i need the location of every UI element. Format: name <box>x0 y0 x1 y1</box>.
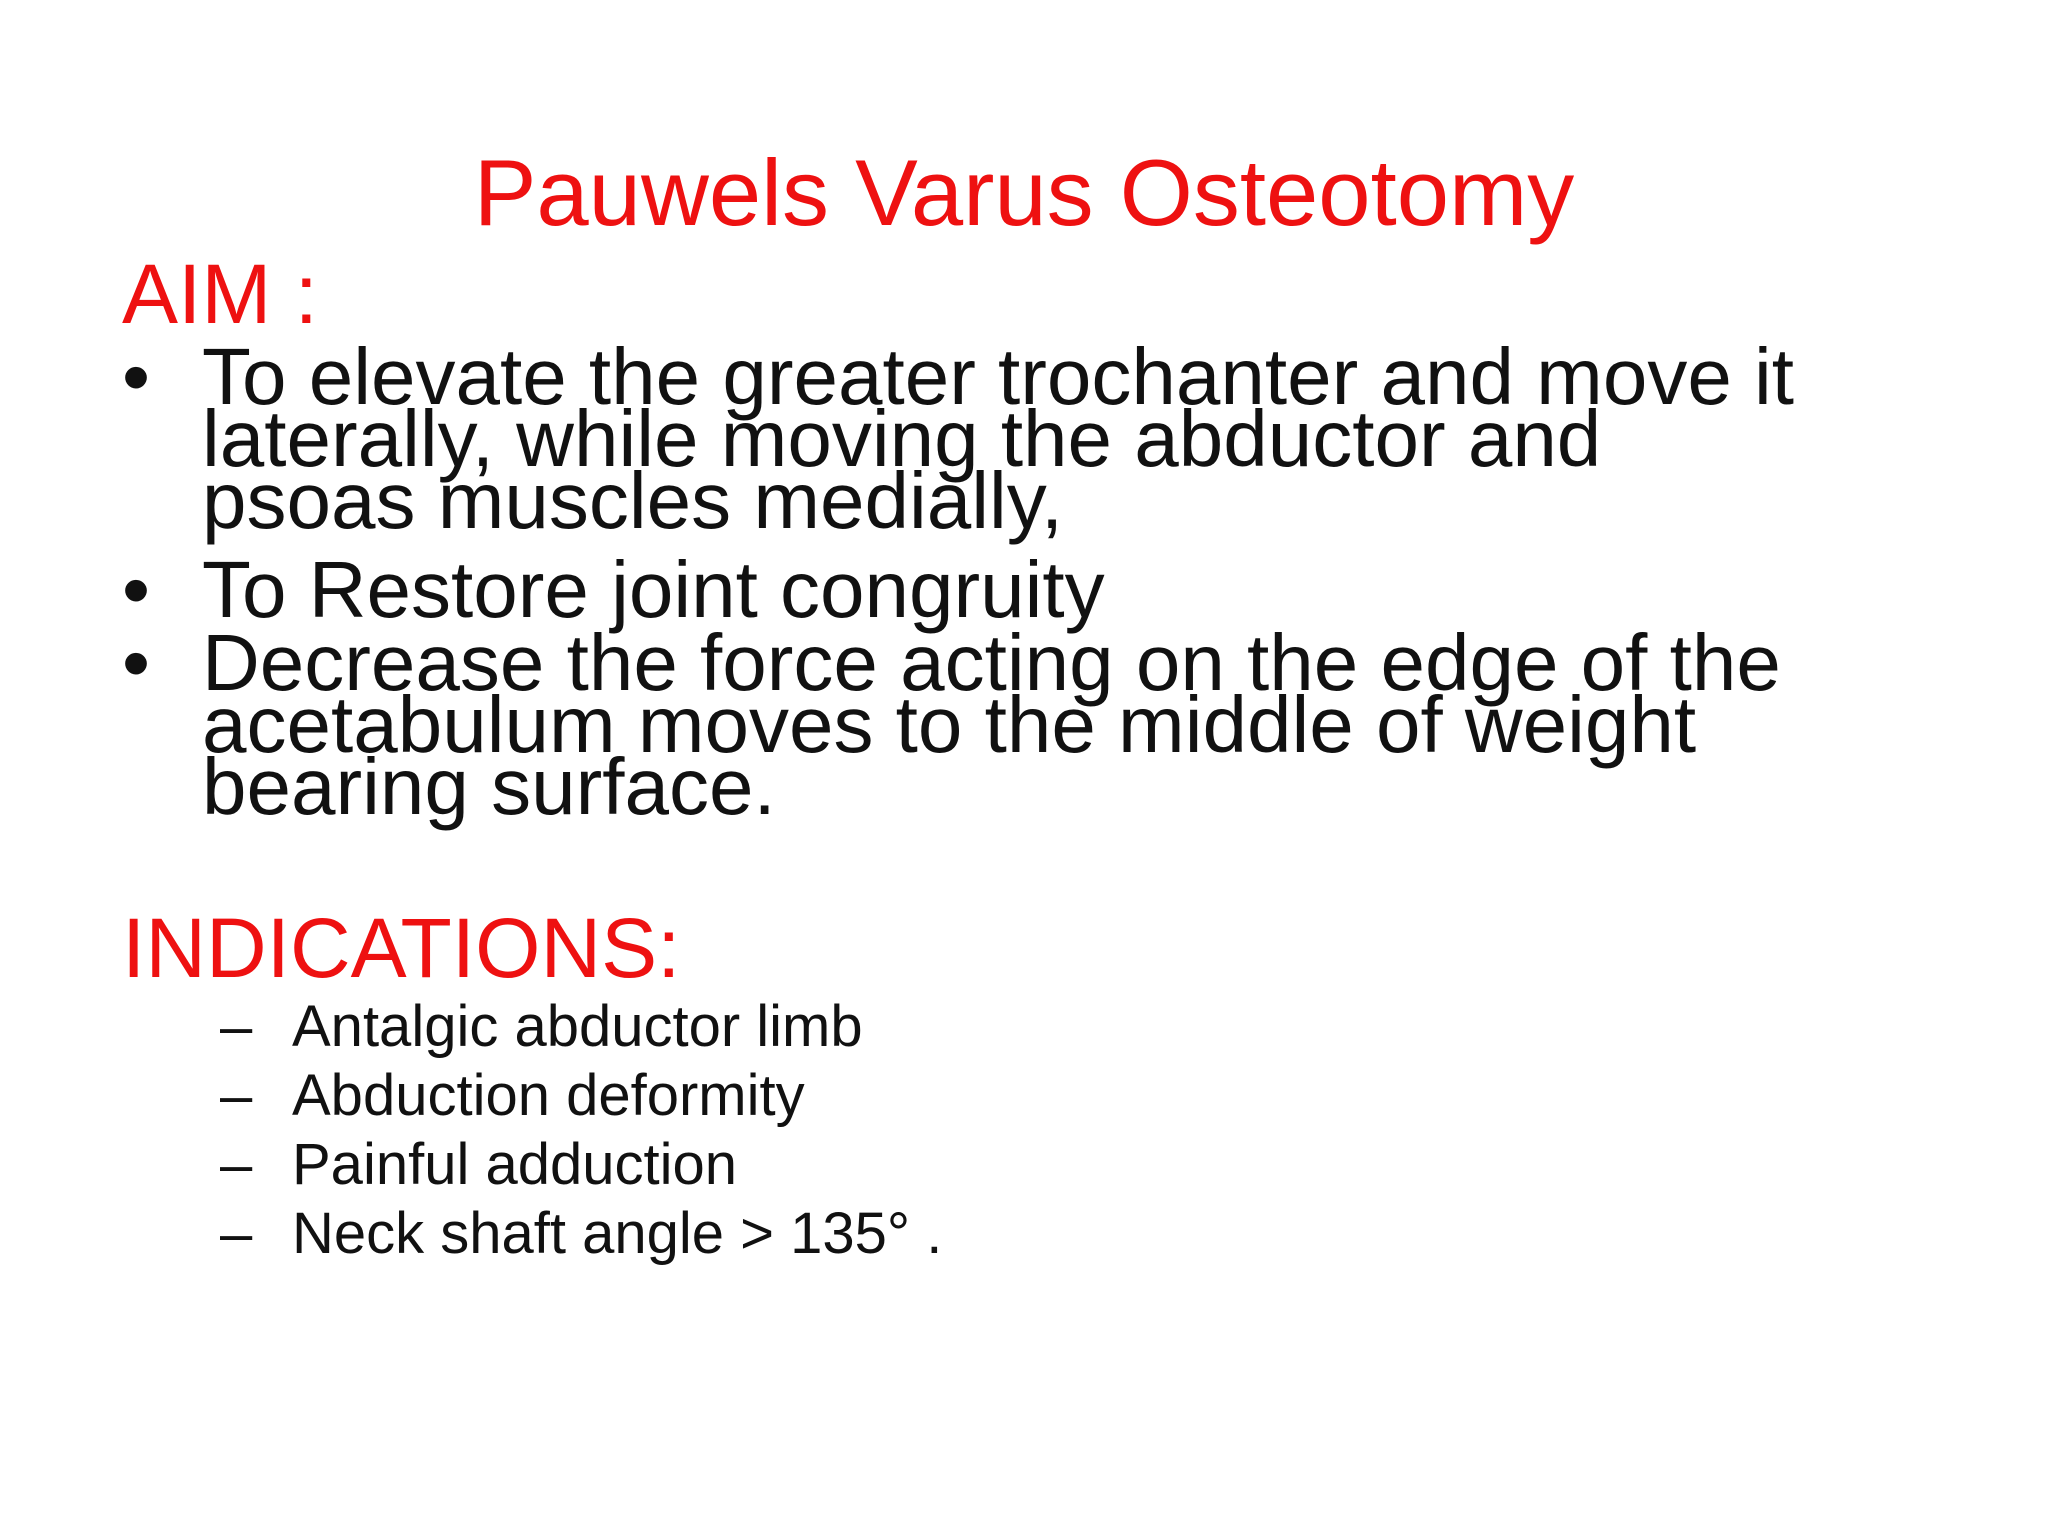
indication-text: Antalgic abductor limb <box>292 994 863 1059</box>
aim-bullet-text: Decrease the force acting on the edge of the acetabulum moves to the middle of weight bearing surface. <box>202 618 1781 831</box>
aim-heading: AIM : <box>122 247 319 341</box>
dash-icon: – <box>220 1063 253 1128</box>
dash-icon: – <box>220 994 253 1059</box>
bullet-dot-icon: • <box>122 545 151 634</box>
dash-icon: – <box>220 1201 253 1266</box>
aim-bullet-text: To Restore joint congruity <box>202 545 1105 634</box>
indications-heading: INDICATIONS: <box>122 901 681 995</box>
bullet-dot-icon: • <box>122 618 151 707</box>
indication-text: Abduction deformity <box>292 1063 805 1128</box>
indication-text: Neck shaft angle > 135° . <box>292 1201 943 1266</box>
indication-text: Painful adduction <box>292 1132 737 1197</box>
bullet-dot-icon: • <box>122 332 151 421</box>
slide-title: Pauwels Varus Osteotomy <box>473 140 1575 245</box>
dash-icon: – <box>220 1132 253 1197</box>
aim-bullet-text: To elevate the greater trochanter and move it laterally, while moving the abductor and psoas muscles medially, <box>202 332 1795 545</box>
